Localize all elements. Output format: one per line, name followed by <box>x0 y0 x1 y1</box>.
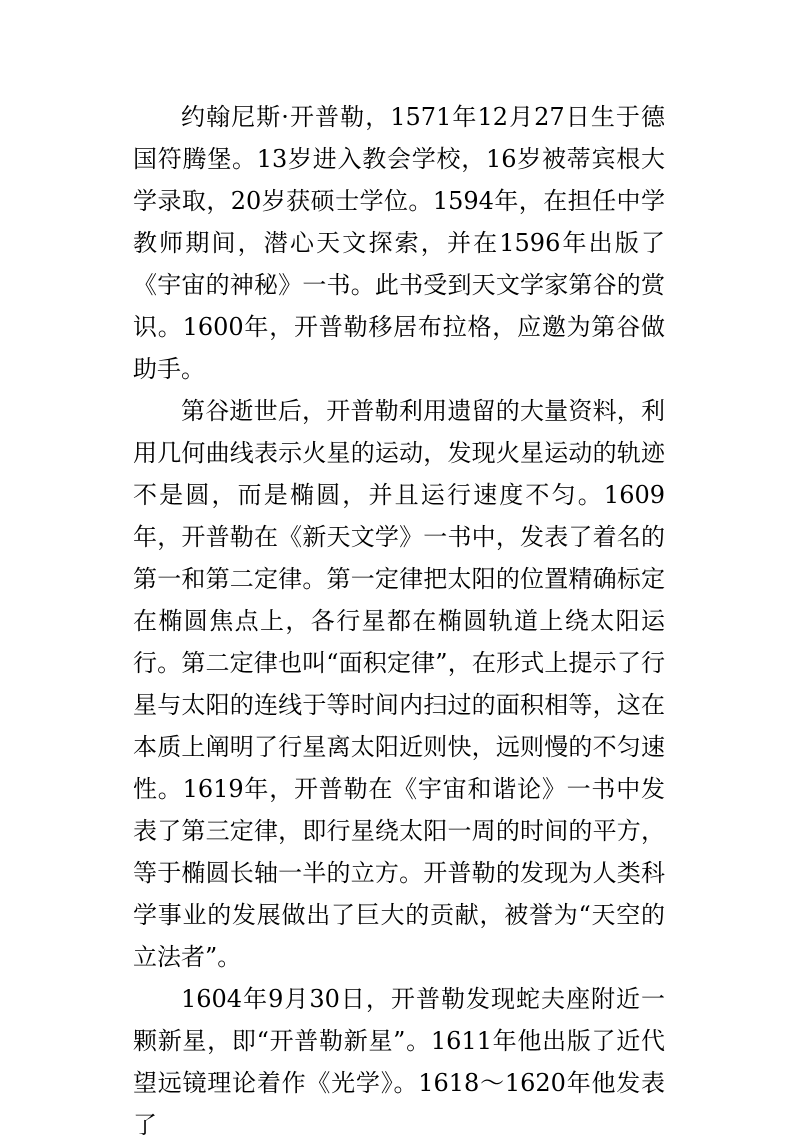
document-page <box>133 96 665 1146</box>
paragraph-3: 1604年9月30日，开普勒发现蛇夫座附近一颗新星，即“开普勒新星”。1611年他出版了近代望远镜理论着作《光学》。1618～1620年他发表了 <box>133 985 665 1139</box>
paragraph-1: 约翰尼斯·开普勒，1571年12月27日生于德国符腾堡。13岁进入教会学校，16岁被蒂宾根大学录取，20岁获硕士学位。1594年，在担任中学教师期间，潜心天文探索，并在1596年出版了《宇宙的神秘》一书。此书受到天文学家第谷的赏识。1600年，开普勒移居布拉格，应邀为第谷做助手。 <box>133 103 665 383</box>
paragraph-2: 第谷逝世后，开普勒利用遗留的大量资料，利用几何曲线表示火星的运动，发现火星运动的轨迹不是圆，而是椭圆，并且运行速度不匀。1609年，开普勒在《新天文学》一书中，发表了着名的第一和第二定律。第一定律把太阳的位置精确标定在椭圆焦点上，各行星都在椭圆轨道上绕太阳运行。第二定律也叫“面积定律”，在形式上提示了行星与太阳的连线于等时间内扫过的面积相等，这在本质上阐明了行星离太阳近则快，远则慢的不匀速性。1619年，开普勒在《宇宙和谐论》一书中发表了第三定律，即行星绕太阳一周的时间的平方，等于椭圆长轴一半的立方。开普勒的发现为人类科学事业的发展做出了巨大的贡献，被誉为“天空的立法者”。 <box>133 397 665 971</box>
